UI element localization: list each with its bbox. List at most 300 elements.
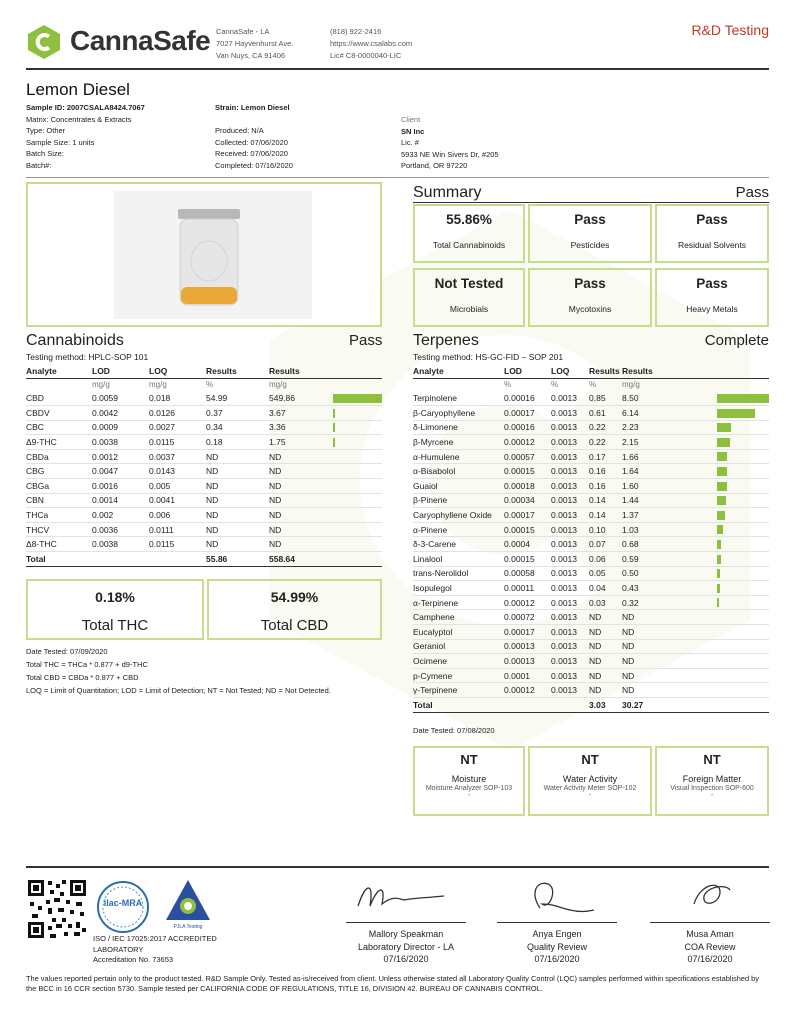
terpenes-row-cell: 0.0013: [551, 639, 589, 654]
terpene-result-bar: [717, 584, 720, 593]
header-divider: [26, 68, 769, 70]
cannabinoids-row-cell: 0.18: [206, 435, 269, 450]
terpenes-row-cell: p-Cymene: [413, 668, 504, 683]
cannabinoids-row-cell: 0.0038: [92, 435, 149, 450]
cannabinoids-row-cell: ND: [206, 449, 269, 464]
signer-2-name: Anya Engen: [532, 929, 582, 939]
terpenes-row-cell: ND: [589, 639, 622, 654]
client-license: Lic. #: [401, 138, 419, 148]
terpenes-row-cell: 0.0013: [551, 552, 589, 567]
ilac-mra-text: ilac-MRA: [103, 898, 143, 908]
client-address-2: Portland, OR 97220: [401, 161, 468, 171]
terpenes-row: [413, 552, 769, 567]
lab-address-2: Van Nuys, CA 91406: [216, 51, 286, 60]
terpenes-row-cell: 0.0013: [551, 406, 589, 421]
terpenes-row-cell: Caryophyllene Oxide: [413, 508, 504, 523]
terpenes-row-cell: 0.0013: [551, 420, 589, 435]
terpenes-row-cell: Terpinolene: [413, 391, 504, 406]
terpenes-row-cell: 0.0013: [551, 391, 589, 406]
cannabinoids-unit-row: [26, 378, 382, 391]
signer-1-role: Laboratory Director - LA: [357, 941, 455, 952]
summary-mycotoxins: Pass Mycotoxins: [528, 268, 652, 327]
lab-address-1: 7027 Hayvenhurst Ave.: [216, 39, 294, 48]
terpenes-row-cell: 0.0013: [551, 479, 589, 494]
terpenes-row-cell: 0.22: [589, 420, 622, 435]
cannabinoids-unit-row-cell: mg/g: [149, 380, 167, 390]
cannabinoids-row-cell: CBDa: [26, 449, 92, 464]
terpenes-row-cell: α-Bisabolol: [413, 464, 504, 479]
cannabinoids-row-cell: ND: [269, 508, 382, 523]
terpene-result-bar: [717, 569, 720, 578]
cannabinoids-row-cell: 0.006: [149, 508, 206, 523]
signer-3-name: Musa Aman: [686, 929, 734, 939]
terpenes-row-cell: 0.00034: [504, 493, 551, 508]
terpenes-row: [413, 449, 769, 464]
terpenes-row-cell: 0.00016: [504, 420, 551, 435]
terpenes-row-cell: γ-Terpinene: [413, 683, 504, 698]
terpenes-row-cell: Linalool: [413, 552, 504, 567]
cannabinoids-row-cell: 0.005: [149, 479, 206, 494]
terpenes-row-cell: ND: [589, 668, 622, 683]
terpenes-row-cell: 1.66: [622, 449, 769, 464]
cannabinoids-row-cell: 0.0126: [149, 406, 206, 421]
cannabinoids-row-cell: 0.0059: [92, 391, 149, 406]
terpenes-row-cell: 0.85: [589, 391, 622, 406]
terpenes-row-cell: Eucalyptol: [413, 625, 504, 640]
terpenes-row-cell: δ-3-Carene: [413, 537, 504, 552]
terpenes-row: [413, 391, 769, 406]
terpenes-row: [413, 508, 769, 523]
terpenes-row-cell: 0.16: [589, 479, 622, 494]
terpenes-header-row-cell: Results: [622, 365, 769, 378]
terpenes-status: Complete: [704, 332, 769, 349]
cannabinoids-row-cell: 0.0036: [92, 522, 149, 537]
terpenes-row-cell: 0.0013: [551, 449, 589, 464]
terpenes-unit-row: [413, 378, 769, 391]
terpenes-row-cell: ND: [622, 654, 769, 669]
cannabinoids-row-cell: ND: [206, 464, 269, 479]
terpenes-row-cell: ND: [589, 683, 622, 698]
terpenes-row-cell: Camphene: [413, 610, 504, 625]
terpenes-row-cell: 0.0004: [504, 537, 551, 552]
produced-date: Produced: N/A: [215, 126, 264, 136]
terpenes-row: [413, 654, 769, 669]
cannasafe-logo-icon: [26, 24, 62, 60]
cannabinoids-row-cell: 0.0009: [92, 420, 149, 435]
terpenes-row: [413, 464, 769, 479]
terpenes-row-cell: ND: [589, 654, 622, 669]
cannabinoids-row: [26, 406, 382, 421]
terpenes-row-cell: 0.00058: [504, 566, 551, 581]
terpenes-total-row-cell: [504, 697, 551, 712]
meta-divider: [26, 177, 769, 178]
terpenes-row-cell: 0.61: [589, 406, 622, 421]
terpenes-row-cell: 0.00018: [504, 479, 551, 494]
terpenes-total-row: [413, 697, 769, 712]
terpene-result-bar: [717, 394, 769, 403]
cannabinoids-row-cell: 0.0027: [149, 420, 206, 435]
terpenes-row-cell: 0.22: [589, 435, 622, 450]
terpenes-unit-row-cell: mg/g: [622, 380, 640, 390]
cannabinoids-row-cell: ND: [269, 449, 382, 464]
terpenes-header-row-cell: Analyte: [413, 365, 504, 378]
rd-testing-tag: R&D Testing: [691, 22, 769, 38]
cannabinoids-row-cell: 0.0042: [92, 406, 149, 421]
cannabinoids-date-tested: Date Tested: 07/09/2020: [26, 647, 108, 656]
terpenes-row-cell: 0.14: [589, 493, 622, 508]
completed-date: Completed: 07/16/2020: [215, 160, 293, 170]
cannabinoids-total-row-cell: 558.64: [269, 552, 382, 567]
terpenes-row: [413, 406, 769, 421]
terpenes-row-cell: 0.0013: [551, 493, 589, 508]
terpene-result-bar: [717, 525, 723, 534]
cannabinoid-result-bar: [333, 438, 335, 447]
terpenes-row-cell: Ocimene: [413, 654, 504, 669]
summary-pesticides: Pass Pesticides: [528, 204, 652, 263]
terpenes-row-cell: 0.16: [589, 464, 622, 479]
terpenes-row: [413, 493, 769, 508]
terpenes-row-cell: 0.00012: [504, 435, 551, 450]
cannabinoids-row-cell: 0.018: [149, 391, 206, 406]
cannabinoids-header-row-cell: Results: [206, 365, 269, 378]
total-cbd-value: 54.99%: [270, 589, 319, 605]
sample-type: Type: Other: [26, 126, 66, 136]
terpenes-row-cell: 0.0013: [551, 683, 589, 698]
total-cbd-box: [207, 579, 382, 640]
brand-name: CannaSafe: [70, 25, 211, 56]
signature-anya-engen: [520, 874, 600, 922]
terpenes-total-row-cell: 30.27: [622, 697, 769, 712]
cannabinoids-row-cell: THCV: [26, 522, 92, 537]
cannabinoid-result-bar: [333, 423, 335, 432]
terpenes-row-cell: 0.00057: [504, 449, 551, 464]
terpenes-row-cell: 0.00017: [504, 406, 551, 421]
terpenes-row-cell: β-Myrcene: [413, 435, 504, 450]
total-thc-label: Total THC: [81, 617, 149, 634]
cannabinoids-row: [26, 435, 382, 450]
cannabinoids-total-row: [26, 552, 382, 567]
terpenes-row: [413, 435, 769, 450]
terpenes-row-cell: ND: [622, 683, 769, 698]
cannabinoids-row-cell: 0.0016: [92, 479, 149, 494]
terpenes-row-cell: 0.0001: [504, 668, 551, 683]
cannabinoids-row-cell: ND: [269, 493, 382, 508]
cannabinoids-header-row-cell: Analyte: [26, 365, 92, 378]
terpenes-header-row-cell: LOQ: [551, 365, 589, 378]
received-date: Received: 07/06/2020: [215, 149, 288, 159]
terpene-result-bar: [717, 540, 721, 549]
terpenes-row-cell: ND: [622, 668, 769, 683]
cannabinoids-row-cell: 3.36: [269, 420, 382, 435]
terpene-result-bar: [717, 496, 726, 505]
terpenes-unit-row-cell: %: [589, 380, 597, 390]
cannabinoids-row-cell: ND: [206, 537, 269, 552]
terpenes-table: [413, 365, 769, 713]
terpenes-row-cell: 2.23: [622, 420, 769, 435]
total-cbd-formula: Total CBD = CBDa * 0.877 + CBD: [26, 673, 139, 682]
terpenes-row-cell: 0.07: [589, 537, 622, 552]
terpenes-row-cell: 1.37: [622, 508, 769, 523]
terpenes-row: [413, 581, 769, 596]
total-thc-formula: Total THC = THCa * 0.877 + d9-THC: [26, 660, 148, 669]
terpene-result-bar: [717, 511, 725, 520]
terpenes-row-cell: 0.0013: [551, 654, 589, 669]
terpenes-header-row-cell: LOD: [504, 365, 551, 378]
terpenes-row-cell: 1.03: [622, 522, 769, 537]
terpenes-row-cell: 2.15: [622, 435, 769, 450]
footer-divider: [26, 866, 769, 868]
terpenes-row: [413, 479, 769, 494]
terpenes-total-row-cell: [551, 697, 589, 712]
terpenes-row-cell: 0.50: [622, 566, 769, 581]
cannabinoids-row-cell: 0.0037: [149, 449, 206, 464]
pjla-text: PJLA Testing: [173, 924, 203, 930]
terpenes-row-cell: 1.44: [622, 493, 769, 508]
cannabinoids-row: [26, 479, 382, 494]
terpenes-row: [413, 625, 769, 640]
cannabinoids-row-cell: ND: [269, 479, 382, 494]
terpenes-row-cell: 0.0013: [551, 464, 589, 479]
terpenes-row-cell: ND: [589, 610, 622, 625]
terpenes-row-cell: 0.0013: [551, 566, 589, 581]
terpenes-row-cell: ND: [622, 639, 769, 654]
lab-phone: (818) 922-2416: [330, 27, 382, 36]
terpene-result-bar: [717, 482, 727, 491]
cannabinoids-row-cell: CBC: [26, 420, 92, 435]
terpene-result-bar: [717, 452, 727, 461]
cannabinoids-row-cell: ND: [206, 493, 269, 508]
terpenes-row-cell: 0.00011: [504, 581, 551, 596]
client-name: SN Inc: [401, 126, 425, 136]
lab-website: https://www.csalabs.com: [330, 39, 413, 48]
terpenes-title: Terpenes: [413, 332, 479, 349]
cannabinoids-row-cell: ND: [206, 479, 269, 494]
cannabinoids-row-cell: 0.0038: [92, 537, 149, 552]
terpenes-row-cell: 0.0013: [551, 508, 589, 523]
signature-mallory-speakman: [352, 876, 452, 922]
cannabinoids-total-row-cell: Total: [26, 552, 92, 567]
cannabinoids-row-cell: 0.0115: [149, 435, 206, 450]
terpenes-row-cell: 0.00017: [504, 625, 551, 640]
summary-microbials: Not Tested Microbials: [413, 268, 525, 327]
cannabinoids-total-row-cell: [92, 552, 149, 567]
signer-1-date: 07/16/2020: [383, 954, 429, 964]
sample-id: Sample ID: 2007CSALA8424.7067: [26, 103, 145, 112]
cannabinoids-row: [26, 522, 382, 537]
pjla-logo-icon: [164, 878, 212, 924]
terpenes-row-cell: 1.60: [622, 479, 769, 494]
cannabinoids-row-cell: ND: [269, 537, 382, 552]
terpenes-row-cell: 0.0013: [551, 435, 589, 450]
cannabinoids-header-row: [26, 365, 382, 378]
cannabinoids-row-cell: 54.99: [206, 391, 269, 406]
signer-2-date: 07/16/2020: [534, 954, 580, 964]
terpene-result-bar: [717, 555, 721, 564]
summary-heavy-metals: Pass Heavy Metals: [655, 268, 769, 327]
terpenes-method: Testing method: HS-GC-FID – SOP 201: [413, 352, 564, 362]
cannabinoids-row-cell: CBDV: [26, 406, 92, 421]
cannabinoids-row: [26, 508, 382, 523]
terpenes-row-cell: 0.0013: [551, 595, 589, 610]
cannabinoid-result-bar: [333, 409, 335, 418]
cannabinoid-result-bar: [333, 394, 382, 403]
cannabinoids-row-cell: 0.37: [206, 406, 269, 421]
terpenes-row: [413, 610, 769, 625]
cannabinoids-row: [26, 537, 382, 552]
terpenes-row-cell: 0.00017: [504, 508, 551, 523]
cannabinoids-row-cell: 0.0012: [92, 449, 149, 464]
cannabinoids-row: [26, 464, 382, 479]
terpene-result-bar: [717, 423, 731, 432]
lab-license: Lic# C8-0000040-LIC: [330, 51, 402, 60]
cannabinoids-row-cell: 0.0111: [149, 522, 206, 537]
cannabinoids-row-cell: 0.34: [206, 420, 269, 435]
terpenes-row-cell: δ-Limonene: [413, 420, 504, 435]
terpenes-row-cell: 0.00072: [504, 610, 551, 625]
qr-code-icon: [26, 878, 88, 940]
terpenes-row-cell: 0.00012: [504, 683, 551, 698]
terpenes-row: [413, 566, 769, 581]
terpenes-row: [413, 639, 769, 654]
cannabinoids-row-cell: 0.0143: [149, 464, 206, 479]
jar-image: [114, 191, 312, 319]
cannabinoids-method: Testing method: HPLC-SOP 101: [26, 352, 149, 362]
cannabinoids-header-row-cell: LOQ: [149, 365, 206, 378]
cannabinoids-row-cell: ND: [206, 508, 269, 523]
cannabinoids-row-cell: THCa: [26, 508, 92, 523]
terpenes-row-cell: 0.68: [622, 537, 769, 552]
cannabinoids-unit-row-cell: mg/g: [269, 380, 287, 390]
batch-size: Batch Size:: [26, 149, 64, 159]
terpenes-row-cell: 0.10: [589, 522, 622, 537]
terpene-result-bar: [717, 598, 719, 607]
terpenes-row-cell: 1.64: [622, 464, 769, 479]
water-activity-box: NT Water Activity Water Activity Meter SOP-102 -: [528, 746, 652, 816]
terpenes-row-cell: 8.50: [622, 391, 769, 406]
cannabinoids-row-cell: CBG: [26, 464, 92, 479]
terpenes-row: [413, 668, 769, 683]
terpenes-row-cell: ND: [622, 610, 769, 625]
terpenes-row-cell: Isopulegol: [413, 581, 504, 596]
terpenes-row-cell: 0.00015: [504, 552, 551, 567]
terpenes-row: [413, 595, 769, 610]
signer-1-name: Mallory Speakman: [368, 929, 444, 939]
cannabinoids-status: Pass: [349, 332, 383, 349]
summary-title: Summary: [413, 184, 482, 201]
cannabinoids-row-cell: 549.86: [269, 391, 382, 406]
cannabinoids-total-row-cell: 55.86: [206, 552, 269, 567]
moisture-box: NT Moisture Moisture Analyzer SOP-103 -: [413, 746, 525, 816]
product-name: Lemon Diesel: [26, 80, 130, 99]
cannabinoids-row-cell: ND: [269, 464, 382, 479]
cannabinoids-header-row-cell: LOD: [92, 365, 149, 378]
cannabinoids-header-row-cell: Results: [269, 365, 382, 378]
terpenes-row-cell: 0.03: [589, 595, 622, 610]
cannabinoids-row-cell: 0.0047: [92, 464, 149, 479]
terpenes-unit-row-cell: [413, 378, 504, 391]
terpenes-row-cell: 0.0013: [551, 537, 589, 552]
cannabinoids-row-cell: Δ8-THC: [26, 537, 92, 552]
terpenes-row: [413, 537, 769, 552]
abbreviations-note: LOQ = Limit of Quantitation; LOD = Limit of Detection; NT = Not Tested; ND = Not Detected.: [26, 686, 331, 695]
terpenes-date-tested: Date Tested: 07/08/2020: [413, 726, 495, 735]
cannabinoids-row: [26, 493, 382, 508]
accreditation-line-1: ISO / IEC 17025:2017 ACCREDITED: [93, 934, 217, 943]
foreign-matter-box: NT Foreign Matter Visual Inspection SOP-600 -: [655, 746, 769, 816]
terpenes-row-cell: 0.04: [589, 581, 622, 596]
terpenes-row-cell: 0.00012: [504, 595, 551, 610]
terpenes-unit-row-cell: %: [504, 380, 512, 390]
terpenes-row-cell: 0.00013: [504, 654, 551, 669]
cannabinoids-row-cell: CBN: [26, 493, 92, 508]
terpenes-row-cell: β-Caryophyllene: [413, 406, 504, 421]
cannabinoids-unit-row-cell: %: [206, 380, 214, 390]
accreditation-number: Accreditation No. 73653: [93, 955, 174, 964]
client-address-1: 5933 NE Win Sivers Dr, #205: [401, 149, 499, 159]
terpenes-total-row-cell: Total: [413, 697, 504, 712]
terpenes-unit-row-cell: %: [551, 380, 559, 390]
terpene-result-bar: [717, 409, 755, 418]
signer-3-role: COA Review: [684, 941, 736, 952]
terpenes-row-cell: 0.00015: [504, 522, 551, 537]
cannabinoids-title: Cannabinoids: [26, 332, 124, 349]
cannabinoids-table: [26, 365, 382, 567]
terpenes-row-cell: 0.05: [589, 566, 622, 581]
cannabinoids-row-cell: 0.0041: [149, 493, 206, 508]
cannabinoids-row-cell: 0.0115: [149, 537, 206, 552]
summary-total-cannabinoids: 55.86% Total Cannabinoids: [413, 204, 525, 263]
terpene-result-bar: [717, 438, 730, 447]
terpenes-row-cell: 0.59: [622, 552, 769, 567]
terpenes-row-cell: 0.0013: [551, 522, 589, 537]
cannabinoids-row: [26, 420, 382, 435]
terpenes-row-cell: α-Humulene: [413, 449, 504, 464]
total-thc-value: 0.18%: [95, 589, 135, 605]
terpenes-row-cell: 6.14: [622, 406, 769, 421]
terpenes-header-row-cell: Results: [589, 365, 622, 378]
terpenes-row-cell: 0.0013: [551, 625, 589, 640]
terpenes-row-cell: β-Pinene: [413, 493, 504, 508]
cannabinoids-row-cell: ND: [269, 522, 382, 537]
terpenes-row-cell: 0.06: [589, 552, 622, 567]
terpenes-row-cell: 0.0013: [551, 668, 589, 683]
total-cbd-label: Total CBD: [260, 617, 329, 634]
client-label: Client: [401, 115, 421, 124]
terpenes-row-cell: 0.00015: [504, 464, 551, 479]
total-thc-box: [26, 579, 204, 640]
cannabinoids-row-cell: ND: [206, 522, 269, 537]
terpenes-row-cell: Guaiol: [413, 479, 504, 494]
signature-musa-aman: [680, 874, 740, 920]
terpenes-row-cell: 0.43: [622, 581, 769, 596]
terpenes-row-cell: ND: [622, 625, 769, 640]
signer-3-date: 07/16/2020: [687, 954, 733, 964]
cannabinoids-row-cell: CBD: [26, 391, 92, 406]
cannabinoids-unit-row-cell: [26, 378, 92, 391]
terpenes-row-cell: ND: [589, 625, 622, 640]
summary-status: Pass: [735, 184, 769, 201]
terpenes-row-cell: 0.0013: [551, 610, 589, 625]
terpenes-row-cell: 0.00013: [504, 639, 551, 654]
terpenes-row-cell: 0.32: [622, 595, 769, 610]
product-photo: [26, 182, 382, 327]
sample-size: Sample Size: 1 units: [26, 137, 95, 147]
collected-date: Collected: 07/06/2020: [215, 137, 288, 147]
terpenes-row-cell: α-Terpinene: [413, 595, 504, 610]
terpene-result-bar: [717, 467, 727, 476]
terpenes-row-cell: trans-Nerolidol: [413, 566, 504, 581]
terpenes-row: [413, 522, 769, 537]
